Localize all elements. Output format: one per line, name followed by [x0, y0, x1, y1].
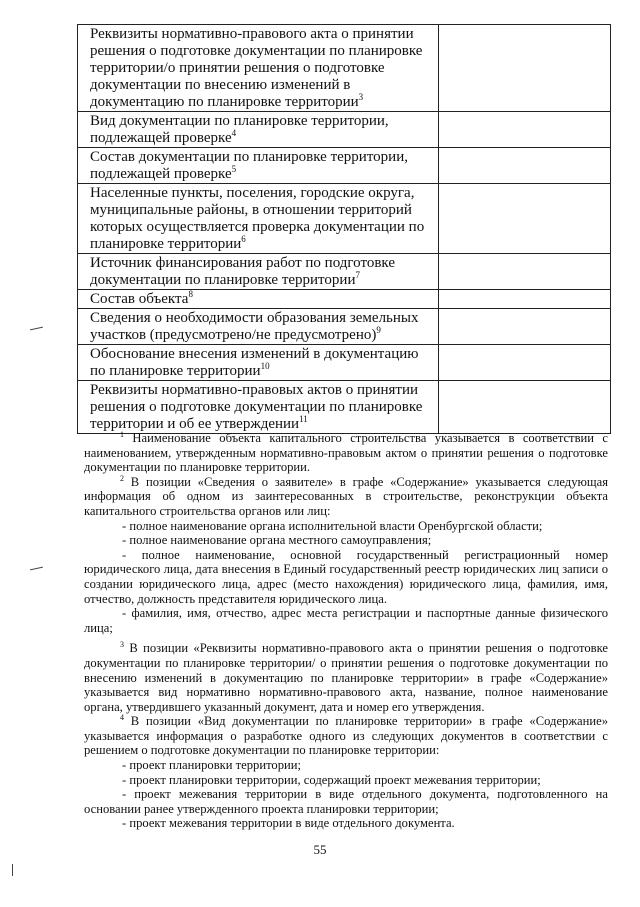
footnote-text: В позиции «Вид документации по планировке территории» в графе «Содержание» указывается информация о разработке одного из следующих документов в соответствии с решением о подготовке документации по планировке территории:	[84, 714, 608, 758]
row-label-cell	[78, 148, 439, 184]
footnote-mark: 1	[120, 429, 124, 439]
row-label: Состав объекта	[90, 291, 189, 307]
table-row	[78, 25, 611, 112]
footnote-ref: 5	[231, 164, 237, 174]
row-value-cell[interactable]	[439, 345, 611, 381]
footnote-ref: 8	[188, 289, 193, 299]
row-label: Источник финансирования работ по подготовке документации по планировке территории	[90, 255, 395, 288]
row-label-cell	[78, 345, 439, 381]
row-label: Населенные пункты, поселения, городские округа, муниципальные районы, в отношении территорий которых осуществляется проверка документации по планировке территории	[90, 185, 425, 252]
row-label: Реквизиты нормативно-правового акта о принятии решения о подготовке документации по планировке территории/о принятии решения о подготовке документации по внесению изменений в документацию по планировке территории	[90, 26, 423, 110]
footnote-list-item: - полное наименование органа исполнительной власти Оренбургской области;	[122, 518, 543, 533]
row-label-cell	[78, 112, 439, 148]
table-row	[78, 254, 611, 290]
footnote-mark: 4	[120, 713, 124, 723]
table-row	[78, 184, 611, 254]
row-value-cell[interactable]	[439, 290, 611, 309]
footnote-ref: 9	[376, 325, 381, 335]
scan-mark	[12, 864, 13, 876]
row-label: Вид документации по планировке территории, подлежащей проверке	[90, 113, 389, 146]
row-label-cell	[78, 290, 439, 309]
page-number: 55	[313, 842, 327, 857]
table-row	[78, 381, 611, 434]
footnote-list-item: - проект планировки территории;	[122, 758, 301, 773]
requisites-table-body	[78, 25, 611, 434]
row-value-cell[interactable]	[439, 112, 611, 148]
table-row	[78, 148, 611, 184]
row-label-cell	[78, 184, 439, 254]
footnote-list-item: - полное наименование органа местного самоуправления;	[122, 533, 432, 548]
table-row	[78, 309, 611, 345]
row-label: Состав документации по планировке территории, подлежащей проверке	[90, 149, 408, 182]
table-row	[78, 345, 611, 381]
row-label: Сведения о необходимости образования земельных участков (предусмотрено/не предусмотрено)	[90, 310, 419, 343]
row-label: Обоснование внесения изменений в документацию по планировке территории	[90, 346, 419, 379]
footnote-3	[84, 641, 608, 714]
row-label-cell	[78, 381, 439, 434]
footnote-ref: 4	[231, 128, 237, 138]
footnote-2	[84, 475, 608, 519]
footnote-mark: 3	[120, 640, 124, 650]
row-value-cell[interactable]	[439, 148, 611, 184]
footnote-list-item: - проект межевания территории в виде отдельного документа.	[122, 816, 455, 831]
footnote-list-item: - фамилия, имя, отчество, адрес места регистрации и паспортные данные физического лица;	[84, 606, 608, 635]
footnote-4	[84, 714, 608, 758]
footnotes	[84, 431, 608, 831]
scan-mark	[30, 567, 43, 571]
row-value-cell[interactable]	[439, 381, 611, 434]
row-label-cell	[78, 309, 439, 345]
footnote-mark: 2	[120, 473, 124, 483]
footnote-ref: 11	[299, 414, 308, 424]
table-row	[78, 112, 611, 148]
row-label-cell	[78, 25, 439, 112]
requisites-table	[77, 24, 611, 434]
scan-mark	[30, 327, 43, 331]
row-value-cell[interactable]	[439, 184, 611, 254]
footnote-ref: 6	[241, 234, 246, 244]
row-value-cell[interactable]	[439, 254, 611, 290]
footnote-list-item: - проект межевания территории в виде отдельного документа, подготовленного на основании ранее утвержденного проекта планировки территории;	[84, 787, 608, 816]
footnote-text: В позиции «Сведения о заявителе» в графе «Содержание» указывается следующая информация об одном из заинтересованных в строительстве, реконструкции объекта капитального строительства органов или лиц:	[84, 474, 608, 518]
footnote-ref: 3	[358, 92, 364, 102]
footnote-list-item: - проект планировки территории, содержащий проект межевания территории;	[122, 772, 541, 787]
footnote-ref: 10	[260, 361, 270, 371]
footnote-1	[84, 431, 608, 475]
row-value-cell[interactable]	[439, 25, 611, 112]
footnote-text: Наименование объекта капитального строительства указывается в соответствии с наименованием, утвержденным нормативно-правовым актом о принятии решения о подготовке документации по планировке территории.	[84, 431, 608, 475]
footnote-list-item: - полное наименование, основной государственный регистрационный номер юридического лица, дата внесения в Единый государственный реестр юридических лиц записи о создании юридического лица, адрес (место нахождения) юридического лица, фамилия, имя, отчество, должность представителя юридического лица.	[84, 547, 608, 606]
row-label-cell	[78, 254, 439, 290]
row-value-cell[interactable]	[439, 309, 611, 345]
footnote-ref: 7	[355, 270, 360, 280]
row-label: Реквизиты нормативно-правовых актов о принятии решения о подготовке документации по планировке территории и об ее утверждении	[90, 382, 423, 432]
footnote-text: В позиции «Реквизиты нормативно-правового акта о принятии решения о подготовке документации по планировке территории/ о принятии решения о подготовке документации по внесению изменений в документацию по планировке территории» в графе «Содержание» указывается вид нормативно нормативно-правового акта, название, полное наименование органа, утвердившего указанный документ, дата и номер его утверждения.	[84, 641, 609, 714]
table-row	[78, 290, 611, 309]
